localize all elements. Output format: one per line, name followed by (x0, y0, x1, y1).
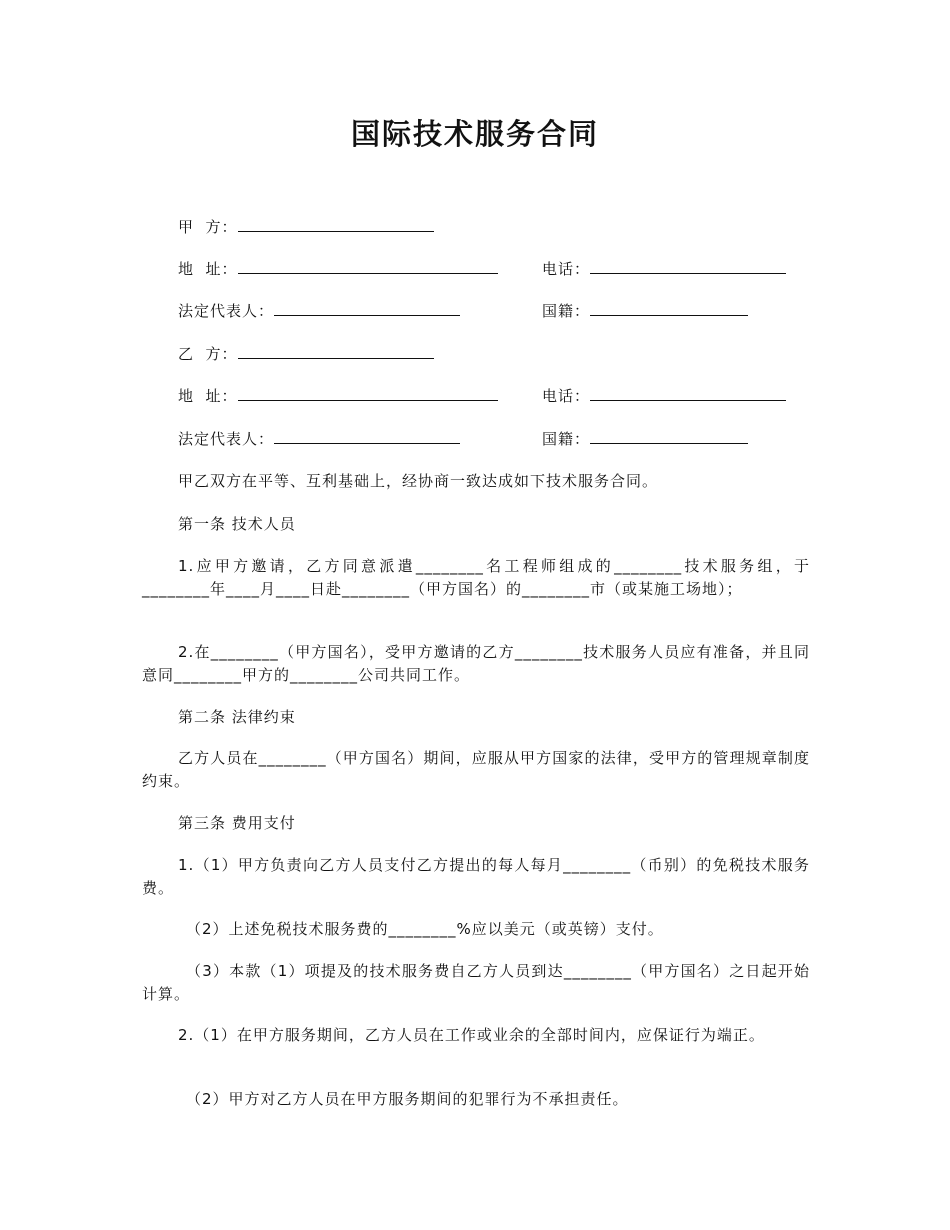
party-b-rep-blank[interactable] (274, 429, 460, 444)
party-b-phone-row (542, 385, 786, 407)
party-b-rep-label: 法定代表人： (178, 430, 275, 448)
article-3-clause-1-2: （2）上述免税技术服务费的________%应以美元（或英镑）支付。 (186, 920, 664, 938)
party-a-rep-blank[interactable] (274, 301, 460, 316)
party-a-phone-row (542, 258, 786, 280)
party-b-row (178, 343, 434, 365)
party-b-nationality-label: 国籍： (542, 430, 591, 448)
article-1-clause-2: 2.在________（甲方国名），受甲方邀请的乙方________技术服务人员应有准备，并且同意同________甲方的________公司共同工作。 (142, 643, 810, 684)
article-2-heading: 第二条 法律约束 (178, 708, 296, 726)
article-3-clause-1-3: （3）本款（1）项提及的技术服务费自乙方人员到达________（甲方国名）之日起开始计算。 (142, 962, 810, 1003)
party-b-blank[interactable] (238, 344, 434, 359)
party-a-rep-label: 法定代表人： (178, 302, 275, 320)
party-b-nationality-blank[interactable] (590, 429, 748, 444)
article-3-clause-1: 1.（1）甲方负责向乙方人员支付乙方提出的每人每月________（币别）的免税技术服务费。 (142, 856, 810, 897)
intro-paragraph: 甲乙双方在平等、互利基础上，经协商一致达成如下技术服务合同。 (178, 472, 659, 490)
party-b-rep-row (178, 428, 460, 450)
document-title: 国际技术服务合同 (350, 117, 599, 151)
party-a-label: 甲 方： (178, 218, 238, 236)
party-b-address-row (178, 385, 498, 407)
party-a-row (178, 216, 434, 238)
party-a-nationality-row (542, 300, 748, 322)
party-a-blank[interactable] (238, 217, 434, 232)
party-b-nationality-row (542, 428, 748, 450)
party-a-rep-row (178, 300, 460, 322)
party-a-phone-blank[interactable] (590, 259, 786, 274)
article-1-heading: 第一条 技术人员 (178, 515, 296, 533)
party-a-address-blank[interactable] (238, 259, 498, 274)
party-a-nationality-blank[interactable] (590, 301, 748, 316)
party-b-address-label: 地 址： (178, 387, 238, 405)
party-a-address-label: 地 址： (178, 260, 238, 278)
party-b-phone-label: 电话： (542, 387, 591, 405)
party-b-phone-blank[interactable] (590, 386, 786, 401)
party-a-nationality-label: 国籍： (542, 302, 591, 320)
party-a-address-row (178, 258, 498, 280)
article-2-clause-1: 乙方人员在________（甲方国名）期间，应服从甲方国家的法律，受甲方的管理规章制度约束。 (142, 749, 810, 790)
article-3-clause-2-2: （2）甲方对乙方人员在甲方服务期间的犯罪行为不承担责任。 (186, 1090, 629, 1108)
party-b-address-blank[interactable] (238, 386, 498, 401)
article-3-heading: 第三条 费用支付 (178, 814, 296, 832)
party-a-phone-label: 电话： (542, 260, 591, 278)
article-3-clause-2: 2.（1）在甲方服务期间，乙方人员在工作或业余的全部时间内，应保证行为端正。 (178, 1026, 765, 1044)
article-1-clause-1: 1.应甲方邀请，乙方同意派遣________名工程师组成的________技术服务组，于________年____月____日赴________（甲方国名）的________市（或某施工场地）； (142, 557, 810, 598)
party-b-label: 乙 方： (178, 345, 238, 363)
